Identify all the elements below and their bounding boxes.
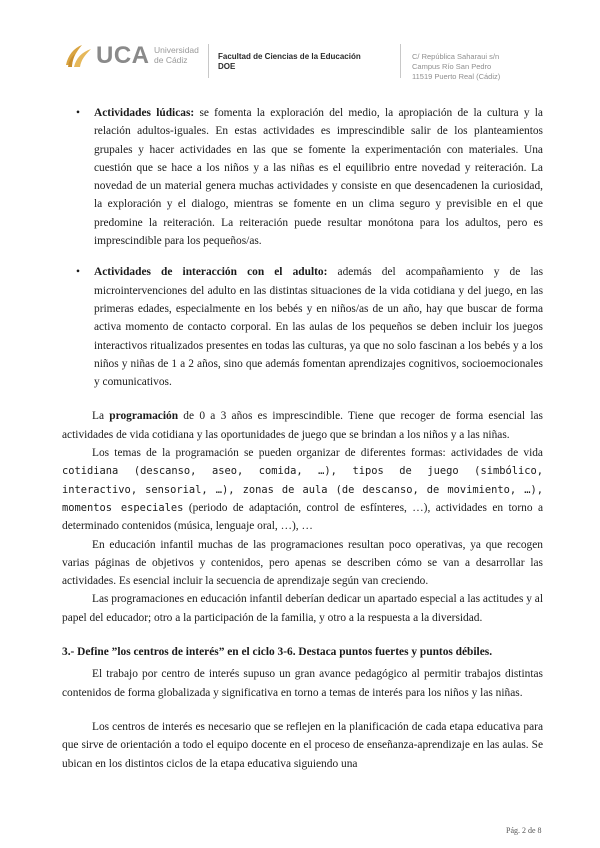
bullet-dot: • <box>76 107 80 119</box>
text: La <box>92 410 110 423</box>
laurel-icon <box>64 43 94 69</box>
university-logo <box>64 40 204 76</box>
department: DOE <box>218 62 236 71</box>
bullet-title: Actividades de interacción con el adulto: <box>94 266 328 279</box>
bullet-text: se fomenta la exploración del medio, la apropiación de la cultura y la relación adultos-iguales. En estas actividades es imprescindible salir de los planteamientos grupales y hacer actividades en las que se fomente la experimentación con materiales. Una cuestión que se hace a los niños y a las niñas es el equilibrio entre novedad y reiteración. La novedad de un material genera muchas actividades y consiste en que desencadenen la curiosidad, la exploración y el dialogo, mientras se fomente en un clima seguro y previsible en el que predomine la reiteración. La reiteración puede resultar monótona para los adultos, pero es imprescindible para los pequeños/as. <box>94 107 543 248</box>
text: de 0 a 3 años es imprescindible. Tiene que recoger de forma esencial las actividades de vida cotidiana y las oportunidades de juego que se brindan a los niños y a las niñas. <box>62 410 543 441</box>
address-line-2: Campus Río San Pedro <box>412 62 492 71</box>
faculty-name: Facultad de Ciencias de la Educación <box>218 52 361 61</box>
bullet-interaccion <box>62 263 543 391</box>
header-divider <box>400 44 401 78</box>
university-line-1: Universidad <box>154 45 199 55</box>
paragraph-trabajo: El trabajo por centro de interés supuso un gran avance pedagógico al permitir trabajos distintas contenidos de forma globalizada y significativa en torno a temas de interés para los niños y las niñas. <box>62 668 543 699</box>
paragraph-operativas: En educación infantil muchas de las programaciones resultan poco operativas, ya que recogen varias páginas de objetivos y contenidos, pero apenas se describen cómo se van a desarrollar las actividades. Es esencial incluir la secuencia de aprendizaje según van creciendo. <box>62 538 543 588</box>
bullet-dot: • <box>76 266 80 279</box>
document-body <box>62 104 543 773</box>
university-line-2: de Cádiz <box>154 55 188 65</box>
bullet-title: Actividades lúdicas: <box>94 107 195 119</box>
address-line-1: C/ República Saharaui s/n <box>412 52 500 61</box>
address-line-3: 11519 Puerto Real (Cádiz) <box>412 72 501 81</box>
handwritten-style-text: cotidiana (descanso, aseo, comida, …), tipos de juego (simbólico, interactivo, sensorial, …), zonas de aula (de descanso, de movimiento, …), momentos especiales <box>62 465 543 514</box>
text: Los temas de la programación se pueden organizar de diferentes formas: actividades de vida <box>92 447 543 460</box>
address-block <box>412 52 500 82</box>
paragraph-temas <box>62 444 543 535</box>
bold-term: programación <box>109 410 179 423</box>
header-divider <box>208 44 209 78</box>
bullet-ludicas <box>62 104 543 250</box>
page-number: Pág. 2 de 8 <box>506 826 542 835</box>
paragraph-deberian: Las programaciones en educación infantil deberían dedicar un apartado especial a las actitudes y al papel del educador; otro a la participación de la familia, y otro a la respuesta a la diversidad. <box>62 593 543 624</box>
bullet-text: además del acompañamiento y de las microintervenciones del adulto en las distintas situaciones de la vida cotidiana y del juego, en las primeras edades, especialmente en los bebés y en niños/as de un año, hay que buscar de forma activa momento de contacto corporal. En las aulas de los pequeños se deben incluir los juegos interactivos ritualizados presentes en todas las culturas, ya que no solo fascinan a los bebés y a los niños y niñas de 1 a 2 años, sino que además fomentan aprendizajes cognitivos, socioemocionales y comunicativos. <box>94 266 544 389</box>
logo-text: UCA <box>96 42 150 69</box>
university-name <box>154 45 214 65</box>
paragraph-programacion <box>62 407 543 444</box>
page-header <box>0 0 600 92</box>
paragraph-centros: Los centros de interés es necesario que se reflejen en la planificación de cada etapa educativa para que sirve de orientación a todo el equipo docente en el proceso de enseñanza-aprendizaje en las aulas. Se ubican en los distintos ciclos de la etapa educativa siguiendo una <box>62 720 543 770</box>
text: (periodo de adaptación, control de esfínteres, …), actividades en torno a determinado contenidos (música, lenguaje oral, …), … <box>62 501 544 533</box>
faculty-block <box>218 52 361 72</box>
section-heading: 3.- Define ”los centros de interés” en el ciclo 3-6. Destaca puntos fuertes y puntos débiles. <box>62 646 493 659</box>
